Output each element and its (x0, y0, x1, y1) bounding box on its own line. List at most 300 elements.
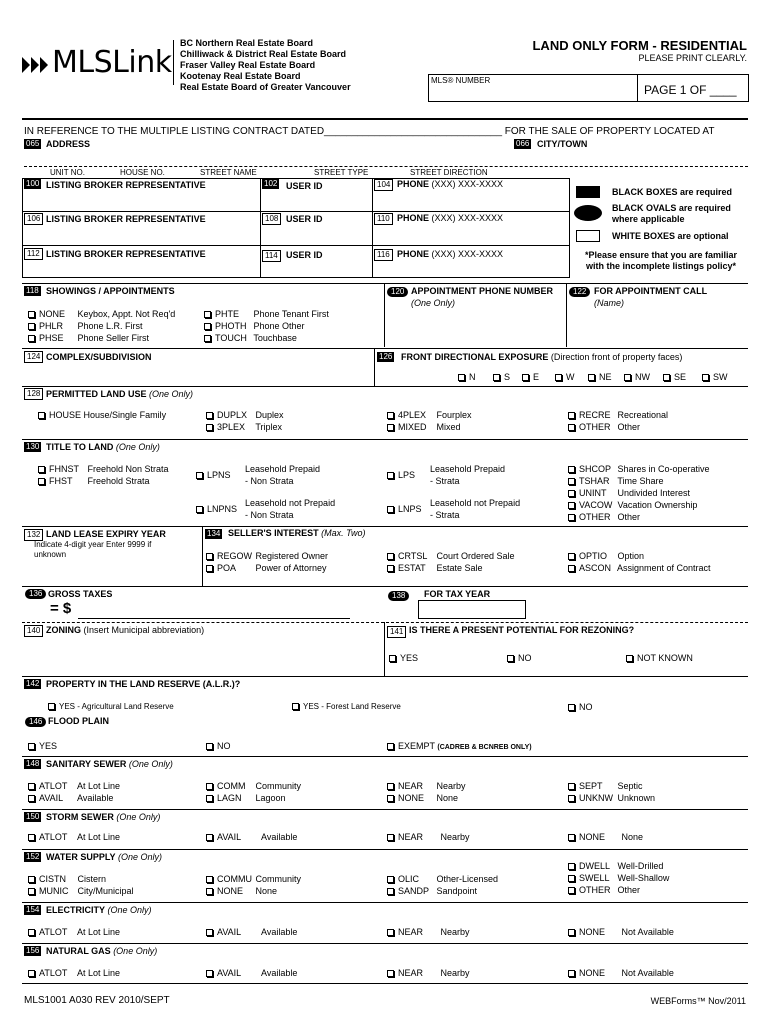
rezoning-not-known[interactable] (626, 652, 693, 664)
title-fhst[interactable] (38, 475, 150, 487)
checkbox[interactable] (48, 703, 55, 710)
checkbox[interactable] (28, 783, 35, 790)
checkbox[interactable] (568, 783, 575, 790)
title-tshar[interactable] (568, 475, 664, 487)
checkbox[interactable] (568, 875, 575, 882)
checkbox[interactable] (28, 834, 35, 841)
option-label: NO (579, 702, 593, 712)
option-label: Phone Other (253, 321, 305, 331)
option-label: NOT KNOWN (637, 653, 693, 663)
exposure-sw[interactable] (702, 371, 728, 383)
dir-label: NW (635, 372, 650, 382)
checkbox[interactable] (206, 834, 213, 841)
option-label-2: - Strata (430, 510, 460, 520)
exposure-se[interactable] (663, 371, 686, 383)
electricity-avail[interactable] (206, 926, 297, 938)
option-label: Mixed (436, 422, 461, 432)
checkbox[interactable] (588, 374, 595, 381)
checkbox[interactable] (196, 472, 203, 479)
checkbox[interactable] (387, 506, 394, 513)
checkbox[interactable] (568, 887, 575, 894)
rep3-uid-code: 114 (262, 250, 281, 262)
water-other[interactable] (568, 884, 640, 896)
water-olic[interactable] (387, 873, 498, 885)
checkbox[interactable] (38, 478, 45, 485)
electricity-title: ELECTRICITY (46, 905, 106, 915)
appt-call-input[interactable] (568, 310, 748, 344)
electricity-sub: (One Only) (107, 905, 152, 915)
legend-black-ovals: BLACK OVALS are required where applicable (612, 203, 731, 224)
zoning-title: ZONING (46, 625, 81, 635)
storm-sub: (One Only) (116, 812, 161, 822)
checkbox[interactable] (568, 929, 575, 936)
checkbox[interactable] (28, 323, 35, 330)
option-code: OTHER (579, 422, 611, 432)
storm-code: 150 (26, 812, 40, 821)
exposure-title: FRONT DIRECTIONAL EXPOSURE (401, 352, 549, 362)
option-label: Undivided Interest (617, 488, 691, 498)
checkbox[interactable] (702, 374, 709, 381)
option-code: HOUSE (49, 410, 82, 420)
flood-no[interactable] (206, 740, 231, 752)
alr-no[interactable] (568, 701, 593, 713)
appt-call-code: 122 (569, 287, 590, 297)
alr-yes-forest[interactable] (292, 701, 401, 713)
exposure-ne[interactable] (588, 371, 612, 383)
option-label: Other (617, 512, 641, 522)
checkbox[interactable] (292, 703, 299, 710)
sub-label: UNIT NO. (50, 168, 85, 177)
showing-option-phte[interactable] (204, 308, 329, 320)
water-swell[interactable] (568, 872, 669, 884)
option-label-2: - Non Strata (245, 510, 294, 520)
sanitary-none[interactable] (387, 792, 458, 804)
checkbox[interactable] (387, 412, 394, 419)
option-code: PHOTH (215, 321, 247, 331)
electricity-atlot[interactable] (28, 926, 120, 938)
checkbox[interactable] (387, 472, 394, 479)
checkbox[interactable] (206, 876, 213, 883)
option-code: PHSE (39, 333, 64, 343)
option-label: Community (255, 781, 302, 791)
checkbox[interactable] (204, 311, 211, 318)
zoning-input[interactable] (24, 637, 382, 673)
option-label: Time Share (617, 476, 664, 486)
option-label: Well-Drilled (617, 861, 664, 871)
option-code: UNINT (579, 488, 607, 498)
rep2-input[interactable] (24, 226, 258, 244)
land-use-recre[interactable] (568, 409, 668, 421)
showings-label: SHOWINGS / APPOINTMENTS (46, 286, 175, 296)
checkbox[interactable] (206, 783, 213, 790)
option-label: Unknown (617, 793, 656, 803)
land-use-4plex[interactable] (387, 409, 472, 421)
checkbox[interactable] (568, 970, 575, 977)
option-label: None (255, 886, 278, 896)
storm-none[interactable] (568, 831, 643, 843)
sanitary-avail[interactable] (28, 792, 113, 804)
option-code: 4PLEX (398, 410, 427, 420)
checkbox[interactable] (206, 888, 213, 895)
option-code: AVAIL (217, 968, 242, 978)
exposure-sub: (Direction front of property faces) (550, 352, 683, 362)
rezoning-no[interactable] (507, 652, 532, 664)
checkbox[interactable] (28, 743, 35, 750)
checkbox[interactable] (28, 929, 35, 936)
checkbox[interactable] (206, 553, 213, 560)
complex-label: COMPLEX/SUBDIVISION (46, 352, 152, 362)
title-other[interactable] (568, 511, 640, 523)
print-note: PLEASE PRINT CLEARLY. (638, 53, 747, 63)
rep1-uid-input[interactable] (262, 192, 370, 210)
title-shcop[interactable] (568, 463, 710, 475)
option-code: ATLOT (39, 927, 68, 937)
gas-avail[interactable] (206, 967, 297, 979)
water-munic[interactable] (28, 885, 134, 897)
seller-poa[interactable] (206, 562, 327, 574)
option-code: ATLOT (39, 832, 68, 842)
seller-title: SELLER'S INTEREST (228, 528, 319, 538)
gas-atlot[interactable] (28, 967, 120, 979)
checkbox[interactable] (28, 970, 35, 977)
checkbox[interactable] (624, 374, 631, 381)
option-code: NEAR (398, 927, 424, 937)
title-lnpns[interactable] (196, 497, 335, 521)
rep3-uid-input[interactable] (262, 262, 370, 277)
checkbox[interactable] (206, 795, 213, 802)
option-label: Phone Tenant First (253, 309, 329, 319)
title-code: 130 (26, 442, 40, 451)
option-code: AVAIL (217, 927, 242, 937)
rep1-uid-label: USER ID (286, 181, 323, 191)
option-code: ESTAT (398, 563, 426, 573)
option-label: Touchbase (253, 333, 297, 343)
seller-label (228, 528, 366, 539)
option-code: NEAR (398, 781, 424, 791)
showings-code: 118 (26, 286, 39, 295)
electricity-near[interactable] (387, 926, 470, 938)
checkbox[interactable] (28, 311, 35, 318)
gas-near[interactable] (387, 967, 470, 979)
exposure-w[interactable] (555, 371, 575, 383)
option-label: Keybox, Appt. Not Req'd (77, 309, 176, 319)
sanitary-code: 148 (26, 759, 40, 768)
black-box-swatch (576, 186, 600, 198)
water-commu[interactable] (206, 873, 301, 885)
phone-format: (XXX) XXX-XXXX (431, 179, 504, 189)
option-label: Shares in Co-operative (617, 464, 710, 474)
title-title: TITLE TO LAND (46, 442, 114, 452)
checkbox[interactable] (568, 704, 575, 711)
option-label: At Lot Line (77, 968, 121, 978)
checkbox[interactable] (389, 655, 396, 662)
taxes-code: 136 (25, 589, 46, 599)
mls-number-label: MLS® NUMBER (431, 76, 491, 85)
option-label: Option (617, 551, 645, 561)
option-label: Cistern (77, 874, 107, 884)
option-code: REGOW (217, 551, 252, 561)
exposure-n[interactable] (458, 371, 476, 383)
storm-near[interactable] (387, 831, 470, 843)
land-use-label (46, 389, 193, 400)
checkbox[interactable] (493, 374, 500, 381)
land-use-other[interactable] (568, 421, 640, 433)
option-code: MUNIC (39, 886, 69, 896)
gas-none[interactable] (568, 967, 674, 979)
rep3-input[interactable] (24, 261, 258, 277)
sanitary-near[interactable] (387, 780, 466, 792)
flood-yes[interactable] (28, 740, 57, 752)
checkbox[interactable] (387, 565, 394, 572)
option-label: Triplex (255, 422, 283, 432)
mls-number-field[interactable] (428, 74, 638, 102)
option-code: LAGN (217, 793, 242, 803)
option-label: YES (400, 653, 419, 663)
electricity-label (46, 905, 152, 916)
seller-crtsl[interactable] (387, 550, 515, 562)
flood-exempt[interactable] (387, 740, 532, 754)
gas-title: NATURAL GAS (46, 946, 111, 956)
checkbox[interactable] (387, 743, 394, 750)
checkbox[interactable] (663, 374, 670, 381)
option-code: TSHAR (579, 476, 610, 486)
checkbox[interactable] (206, 929, 213, 936)
checkbox[interactable] (568, 502, 575, 509)
option-code: NONE (39, 309, 66, 319)
checkbox[interactable] (387, 834, 394, 841)
black-oval-swatch (574, 205, 602, 221)
checkbox[interactable] (458, 374, 465, 381)
legend-white-boxes: WHITE BOXES are optional (612, 231, 729, 241)
checkbox[interactable] (387, 795, 394, 802)
option-label: Court Ordered Sale (436, 551, 515, 561)
checkbox[interactable] (206, 970, 213, 977)
rep3-phone-label (397, 249, 503, 260)
sanitary-unknw[interactable] (568, 792, 655, 804)
option-code: TOUCH (215, 333, 247, 343)
option-code: AVAIL (39, 793, 64, 803)
checkbox[interactable] (28, 888, 35, 895)
option-code: SHCOP (579, 464, 612, 474)
showing-option-phlr[interactable] (28, 320, 143, 332)
title-label (46, 442, 160, 453)
option-label-2: - Strata (430, 476, 460, 486)
option-code: FHNST (49, 464, 79, 474)
checkbox[interactable] (522, 374, 529, 381)
water-sandp[interactable] (387, 885, 477, 897)
checkbox[interactable] (568, 553, 575, 560)
title-lnps[interactable] (387, 497, 520, 521)
option-label: House/Single Family (83, 410, 167, 420)
water-label (46, 852, 162, 863)
checkbox[interactable] (28, 876, 35, 883)
seller-ascon[interactable] (568, 562, 711, 574)
title-lps[interactable] (387, 463, 505, 487)
checkbox[interactable] (387, 553, 394, 560)
option-label: Available (77, 793, 114, 803)
land-use-duplx[interactable] (206, 409, 284, 421)
option-label: None (436, 793, 459, 803)
rezoning-yes[interactable] (389, 652, 418, 664)
title-lpns[interactable] (196, 463, 320, 487)
checkbox[interactable] (204, 323, 211, 330)
logo-text: MLSLink (52, 45, 172, 80)
form-id: MLS1001 A030 REV 2010/SEPT (24, 995, 170, 1006)
checkbox[interactable] (387, 424, 394, 431)
water-none[interactable] (206, 885, 277, 897)
land-use-mixed[interactable] (387, 421, 461, 433)
page-number-field[interactable] (637, 74, 749, 102)
sub-label: STREET DIRECTION (410, 168, 488, 177)
checkbox[interactable] (28, 795, 35, 802)
option-code: DUPLX (217, 410, 248, 420)
option-code: SWELL (579, 873, 610, 883)
option-code: LNPNS (207, 504, 238, 514)
checkbox[interactable] (28, 335, 35, 342)
water-dwell[interactable] (568, 860, 663, 872)
option-label: Available (261, 832, 298, 842)
checkbox[interactable] (568, 863, 575, 870)
checkbox[interactable] (387, 876, 394, 883)
checkbox[interactable] (568, 466, 575, 473)
flood-code: 146 (25, 717, 46, 727)
option-label: Registered Owner (255, 551, 329, 561)
title-vacow[interactable] (568, 499, 697, 511)
taxes-input[interactable] (78, 600, 350, 619)
checkbox[interactable] (568, 795, 575, 802)
zoning-code: 140 (24, 625, 43, 637)
water-cistn[interactable] (28, 873, 106, 885)
storm-title: STORM SEWER (46, 812, 114, 822)
alr-label: PROPERTY IN THE LAND RESERVE (A.L.R.)? (46, 679, 241, 689)
tax-year-input[interactable] (418, 600, 526, 619)
zoning-label (46, 625, 204, 636)
lease-code: 132 (24, 529, 43, 541)
sanitary-comm[interactable] (206, 780, 301, 792)
option-label: Not Available (621, 927, 674, 937)
title-fhnst[interactable] (38, 463, 169, 475)
checkbox[interactable] (626, 655, 633, 662)
option-code: CISTN (39, 874, 66, 884)
option-label: Freehold Non Strata (87, 464, 169, 474)
exposure-nw[interactable] (624, 371, 650, 383)
exposure-s[interactable] (493, 371, 510, 383)
option-code: LPS (398, 470, 416, 480)
board-name: Chilliwack & District Real Estate Board (180, 49, 347, 59)
showing-option-phse[interactable] (28, 332, 149, 344)
sanitary-lagn[interactable] (206, 792, 286, 804)
checkbox[interactable] (204, 335, 211, 342)
checkbox[interactable] (206, 424, 213, 431)
exposure-e[interactable] (522, 371, 539, 383)
option-code: NONE (579, 968, 606, 978)
option-label: Septic (617, 781, 643, 791)
option-code: AVAIL (217, 832, 242, 842)
option-code: OLIC (398, 874, 420, 884)
option-code: PHTE (215, 309, 240, 319)
contract-reference-text: IN REFERENCE TO THE MULTIPLE LISTING CONTRACT DATED________________________________ FOR THE SALE OF PROPERTY LOCATED AT (24, 126, 715, 137)
checkbox[interactable] (38, 412, 45, 419)
checkbox[interactable] (555, 374, 562, 381)
alr-yes-agricultural[interactable] (48, 701, 174, 713)
option-label: Community (255, 874, 302, 884)
rep1-input[interactable] (24, 192, 258, 210)
checkbox[interactable] (568, 514, 575, 521)
option-code: VACOW (579, 500, 613, 510)
checkbox[interactable] (387, 929, 394, 936)
title-unint[interactable] (568, 487, 690, 499)
checkbox[interactable] (196, 506, 203, 513)
rep1-uid-code: 102 (264, 179, 278, 188)
option-label: YES - Forest Land Reserve (303, 702, 401, 711)
option-code: NONE (579, 832, 606, 842)
rep2-uid-input[interactable] (262, 226, 370, 244)
dir-label: S (504, 372, 511, 382)
checkbox[interactable] (568, 565, 575, 572)
showing-option-photh[interactable] (204, 320, 305, 332)
checkbox[interactable] (568, 412, 575, 419)
electricity-none[interactable] (568, 926, 674, 938)
checkbox[interactable] (206, 412, 213, 419)
rep1-phone-input[interactable] (374, 192, 568, 210)
phone-format: (XXX) XXX-XXXX (431, 213, 504, 223)
rep3-phone-input[interactable] (374, 261, 568, 277)
city-input[interactable] (514, 150, 748, 166)
address-input[interactable] (24, 150, 512, 166)
sanitary-sept[interactable] (568, 780, 643, 792)
checkbox[interactable] (568, 424, 575, 431)
rep3-uid-label: USER ID (286, 250, 323, 260)
complex-input[interactable] (24, 364, 372, 384)
option-label: Recreational (617, 410, 669, 420)
sanitary-atlot[interactable] (28, 780, 120, 792)
option-code: OTHER (579, 885, 611, 895)
checkbox[interactable] (206, 743, 213, 750)
rep2-phone-input[interactable] (374, 226, 568, 244)
checkbox[interactable] (568, 478, 575, 485)
checkbox[interactable] (387, 783, 394, 790)
dir-label: E (533, 372, 540, 382)
checkbox[interactable] (507, 655, 514, 662)
checkbox[interactable] (568, 490, 575, 497)
lease-input[interactable] (24, 562, 200, 582)
showing-option-none[interactable] (28, 308, 175, 320)
checkbox[interactable] (568, 834, 575, 841)
land-use-3plex[interactable] (206, 421, 282, 433)
option-code: PHLR (39, 321, 64, 331)
checkbox[interactable] (206, 565, 213, 572)
checkbox[interactable] (387, 970, 394, 977)
option-label: Fourplex (436, 410, 472, 420)
storm-atlot[interactable] (28, 831, 120, 843)
seller-regow[interactable] (206, 550, 328, 562)
option-label: Other-Licensed (436, 874, 499, 884)
seller-estat[interactable] (387, 562, 483, 574)
land-use-house[interactable] (38, 409, 166, 421)
water-title: WATER SUPPLY (46, 852, 116, 862)
storm-avail[interactable] (206, 831, 297, 843)
seller-optio[interactable] (568, 550, 644, 562)
option-label: Available (261, 927, 298, 937)
checkbox[interactable] (387, 888, 394, 895)
gas-code: 156 (26, 946, 40, 955)
checkbox[interactable] (38, 466, 45, 473)
appt-phone-input[interactable] (386, 310, 564, 344)
showing-option-touch[interactable] (204, 332, 297, 344)
option-label: Leasehold not Prepaid (245, 498, 336, 508)
board-list (180, 38, 351, 93)
option-code: OTHER (579, 512, 611, 522)
